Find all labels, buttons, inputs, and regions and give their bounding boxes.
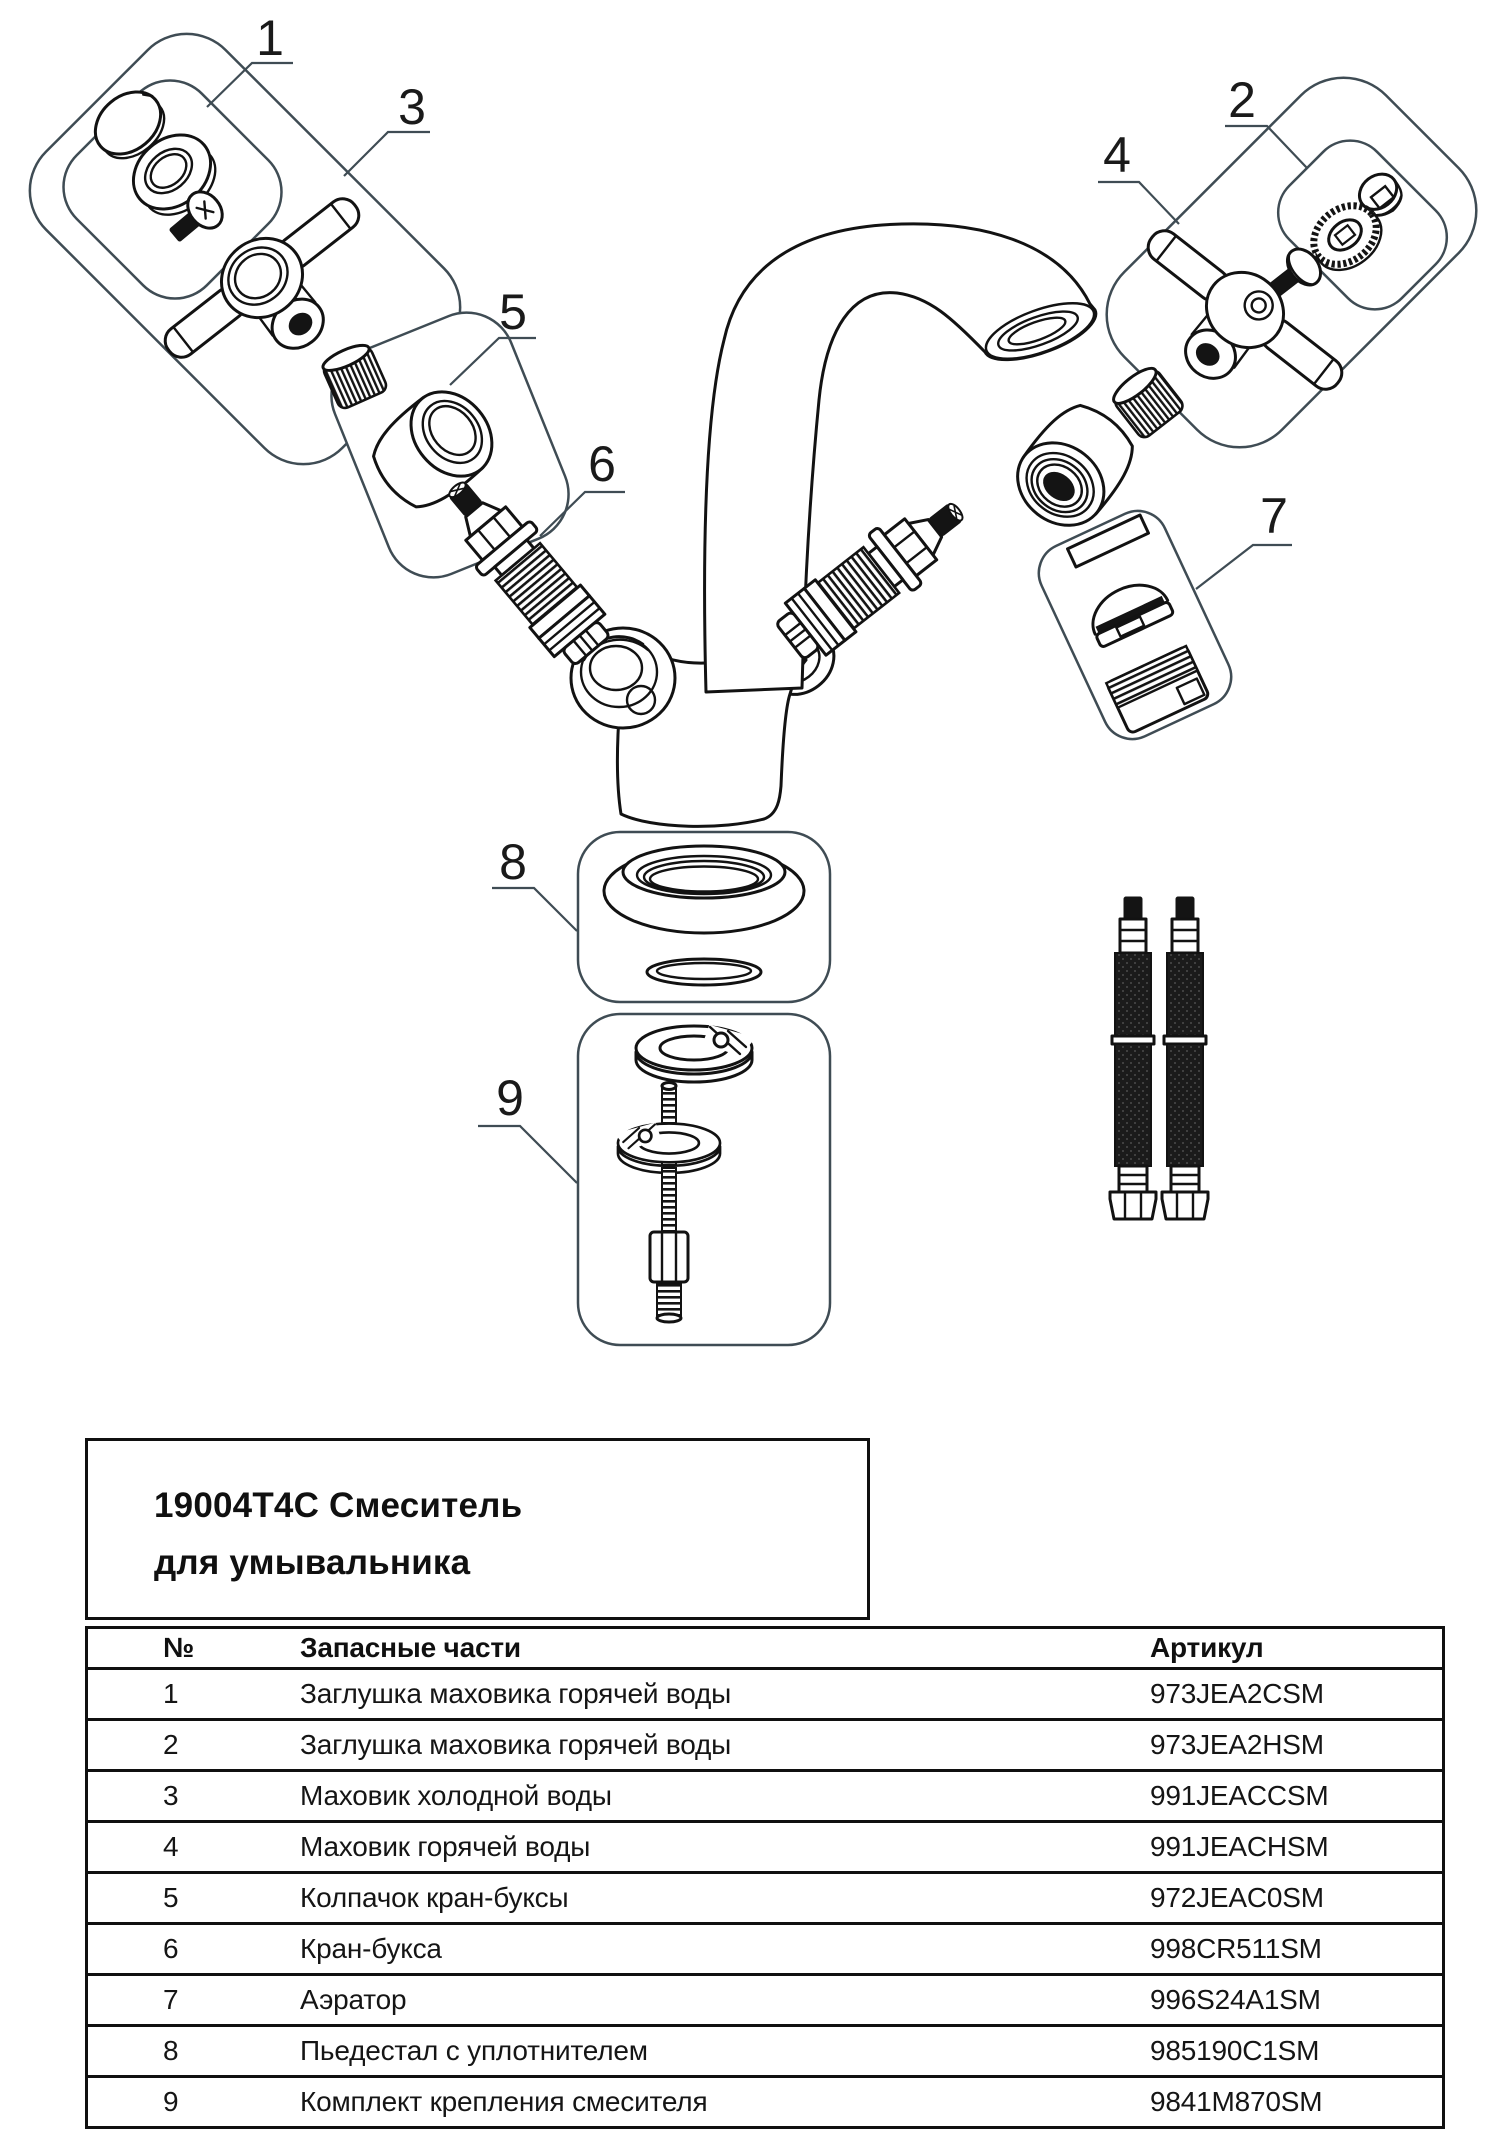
supply-hoses (1110, 897, 1208, 1219)
spare-parts-table (85, 1626, 1445, 2129)
table-body (88, 1667, 1442, 2126)
cell-name: Комплект крепления смесителя (300, 2086, 708, 2117)
cell-article: 9841M870SM (1150, 2086, 1323, 2117)
table-row (88, 1769, 1442, 1820)
product-title-line2: для умывальника (154, 1543, 471, 1582)
title-block (85, 1438, 870, 1620)
cell-article: 998CR511SM (1150, 1933, 1322, 1964)
cell-article: 973JEA2CSM (1150, 1678, 1324, 1709)
callout-3: 3 (398, 79, 426, 135)
callout-4: 4 (1103, 127, 1131, 183)
cell-article: 972JEAC0SM (1150, 1882, 1324, 1913)
cell-name: Пьедестал с уплотнителем (300, 2035, 648, 2066)
callout-2: 2 (1228, 72, 1256, 128)
callout-6: 6 (588, 436, 616, 492)
cell-name: Аэратор (300, 1984, 407, 2015)
callout-9: 9 (496, 1070, 524, 1126)
cell-num: 5 (163, 1882, 179, 1913)
table-row (88, 1871, 1442, 1922)
callout-7: 7 (1260, 488, 1288, 544)
table-row (88, 1922, 1442, 1973)
cell-num: 8 (163, 2035, 179, 2066)
table-header-row (88, 1629, 1442, 1667)
cell-name: Заглушка маховика горячей воды (300, 1678, 732, 1709)
cell-name: Кран-букса (300, 1933, 442, 1964)
cell-num: 6 (163, 1933, 179, 1964)
cell-article: 991JEACHSM (1150, 1831, 1329, 1862)
table-row (88, 1820, 1442, 1871)
table-row (88, 1973, 1442, 2024)
product-title (154, 1477, 522, 1591)
cell-num: 4 (163, 1831, 179, 1862)
header-article: Артикул (1150, 1632, 1264, 1663)
cell-article: 985190C1SM (1150, 2035, 1320, 2066)
cell-num: 9 (163, 2086, 179, 2117)
table-row (88, 2075, 1442, 2126)
cell-article: 973JEA2HSM (1150, 1729, 1324, 1760)
cell-num: 3 (163, 1780, 179, 1811)
callout-1: 1 (256, 10, 284, 66)
cell-num: 1 (163, 1678, 179, 1709)
table-row (88, 1718, 1442, 1769)
cell-article: 991JEACCSM (1150, 1780, 1329, 1811)
table-row (88, 2024, 1442, 2075)
cell-name: Заглушка маховика горячей воды (300, 1729, 732, 1760)
product-title-line1: 19004T4C Смеситель (154, 1486, 523, 1525)
header-num: № (163, 1632, 195, 1663)
cell-name: Маховик горячей воды (300, 1831, 591, 1862)
table-row (88, 1667, 1442, 1718)
header-name: Запасные части (300, 1632, 521, 1663)
cell-article: 996S24A1SM (1150, 1984, 1321, 2015)
faucet-body (571, 224, 1101, 827)
callout-5: 5 (499, 284, 527, 340)
callout-8: 8 (499, 834, 527, 890)
cell-name: Колпачок кран-буксы (300, 1882, 569, 1913)
cell-name: Маховик холодной воды (300, 1780, 612, 1811)
cell-num: 2 (163, 1729, 179, 1760)
cell-num: 7 (163, 1984, 179, 2015)
